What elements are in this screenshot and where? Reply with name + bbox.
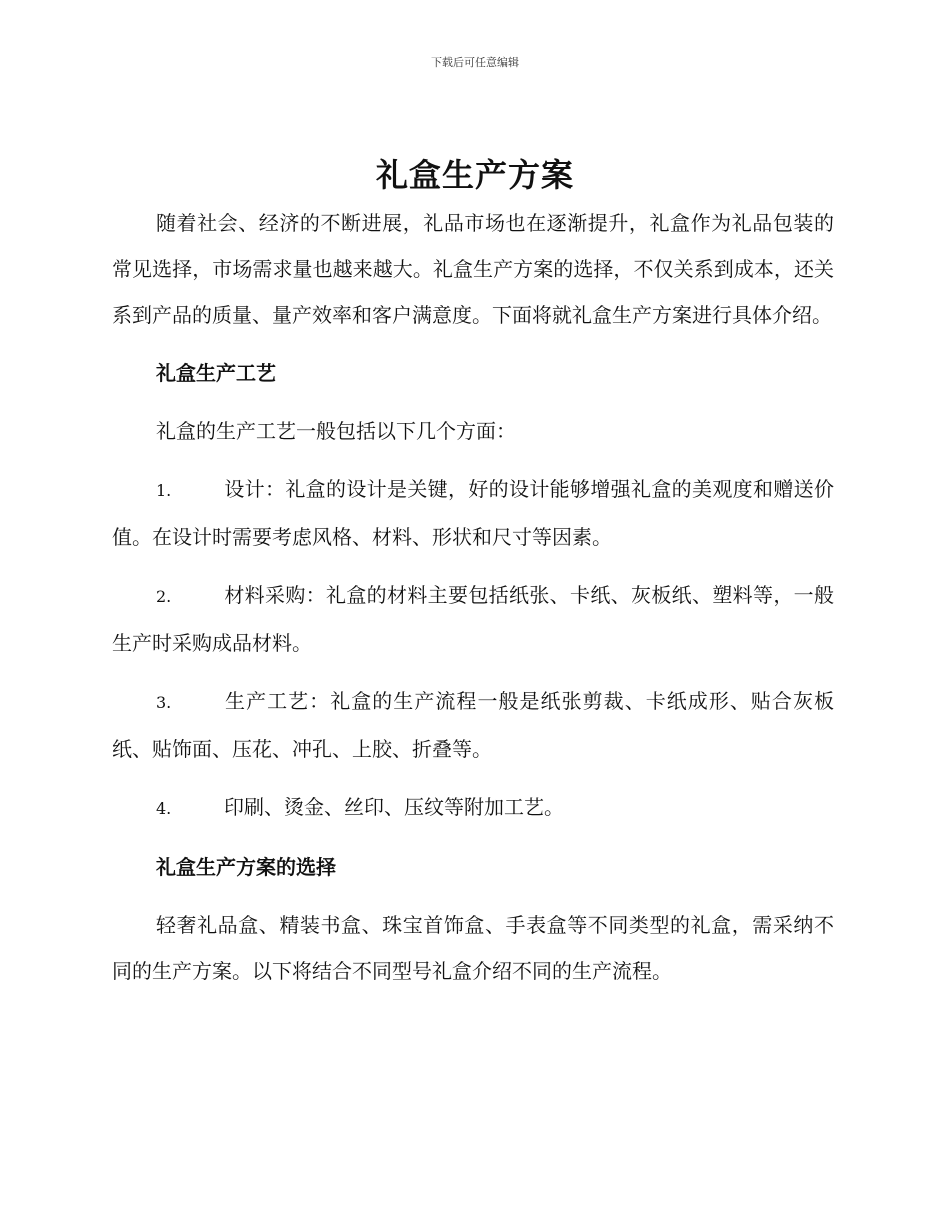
- list-item-text: 印刷、烫金、丝印、压纹等附加工艺。: [224, 795, 564, 819]
- document-body: [112, 200, 834, 994]
- document-title: 礼盒生产方案: [375, 156, 574, 194]
- list-item-number: 2.: [156, 587, 172, 606]
- intro-paragraph: 随着社会、经济的不断进展，礼品市场也在逐渐提升，礼盒作为礼品包装的常见选择，市场需求量也越来越大。礼盒生产方案的选择，不仅关系到成本，还关系到产品的质量、量产效率和客户满意度。下面将就礼盒生产方案进行具体介绍。: [112, 211, 834, 327]
- list-item-number: 3.: [156, 693, 172, 712]
- list-item-number: 1.: [156, 481, 172, 500]
- process-lead-paragraph: 礼盒的生产工艺一般包括以下几个方面：: [156, 419, 516, 443]
- section-heading-process: 礼盒生产工艺: [156, 361, 276, 385]
- list-item: [112, 784, 834, 832]
- list-item: [112, 466, 834, 560]
- list-item-text: 设计：礼盒的设计是关键，好的设计能够增强礼盒的美观度和赠送价值。在设计时需要考虑风格、材料、形状和尺寸等因素。: [112, 477, 834, 549]
- section-heading-selection: 礼盒生产方案的选择: [156, 855, 336, 879]
- list-item-text: 生产工艺：礼盒的生产流程一般是纸张剪裁、卡纸成形、贴合灰板纸、贴饰面、压花、冲孔、上胶、折叠等。: [112, 689, 834, 761]
- list-item: [112, 678, 834, 772]
- header-note: 下载后可任意编辑: [431, 56, 519, 69]
- list-item-text: 材料采购：礼盒的材料主要包括纸张、卡纸、灰板纸、塑料等，一般生产时采购成品材料。: [112, 583, 834, 655]
- list-item: [112, 572, 834, 666]
- list-item-number: 4.: [156, 799, 172, 818]
- selection-paragraph: 轻奢礼品盒、精装书盒、珠宝首饰盒、手表盒等不同类型的礼盒，需采纳不同的生产方案。以下将结合不同型号礼盒介绍不同的生产流程。: [112, 913, 834, 983]
